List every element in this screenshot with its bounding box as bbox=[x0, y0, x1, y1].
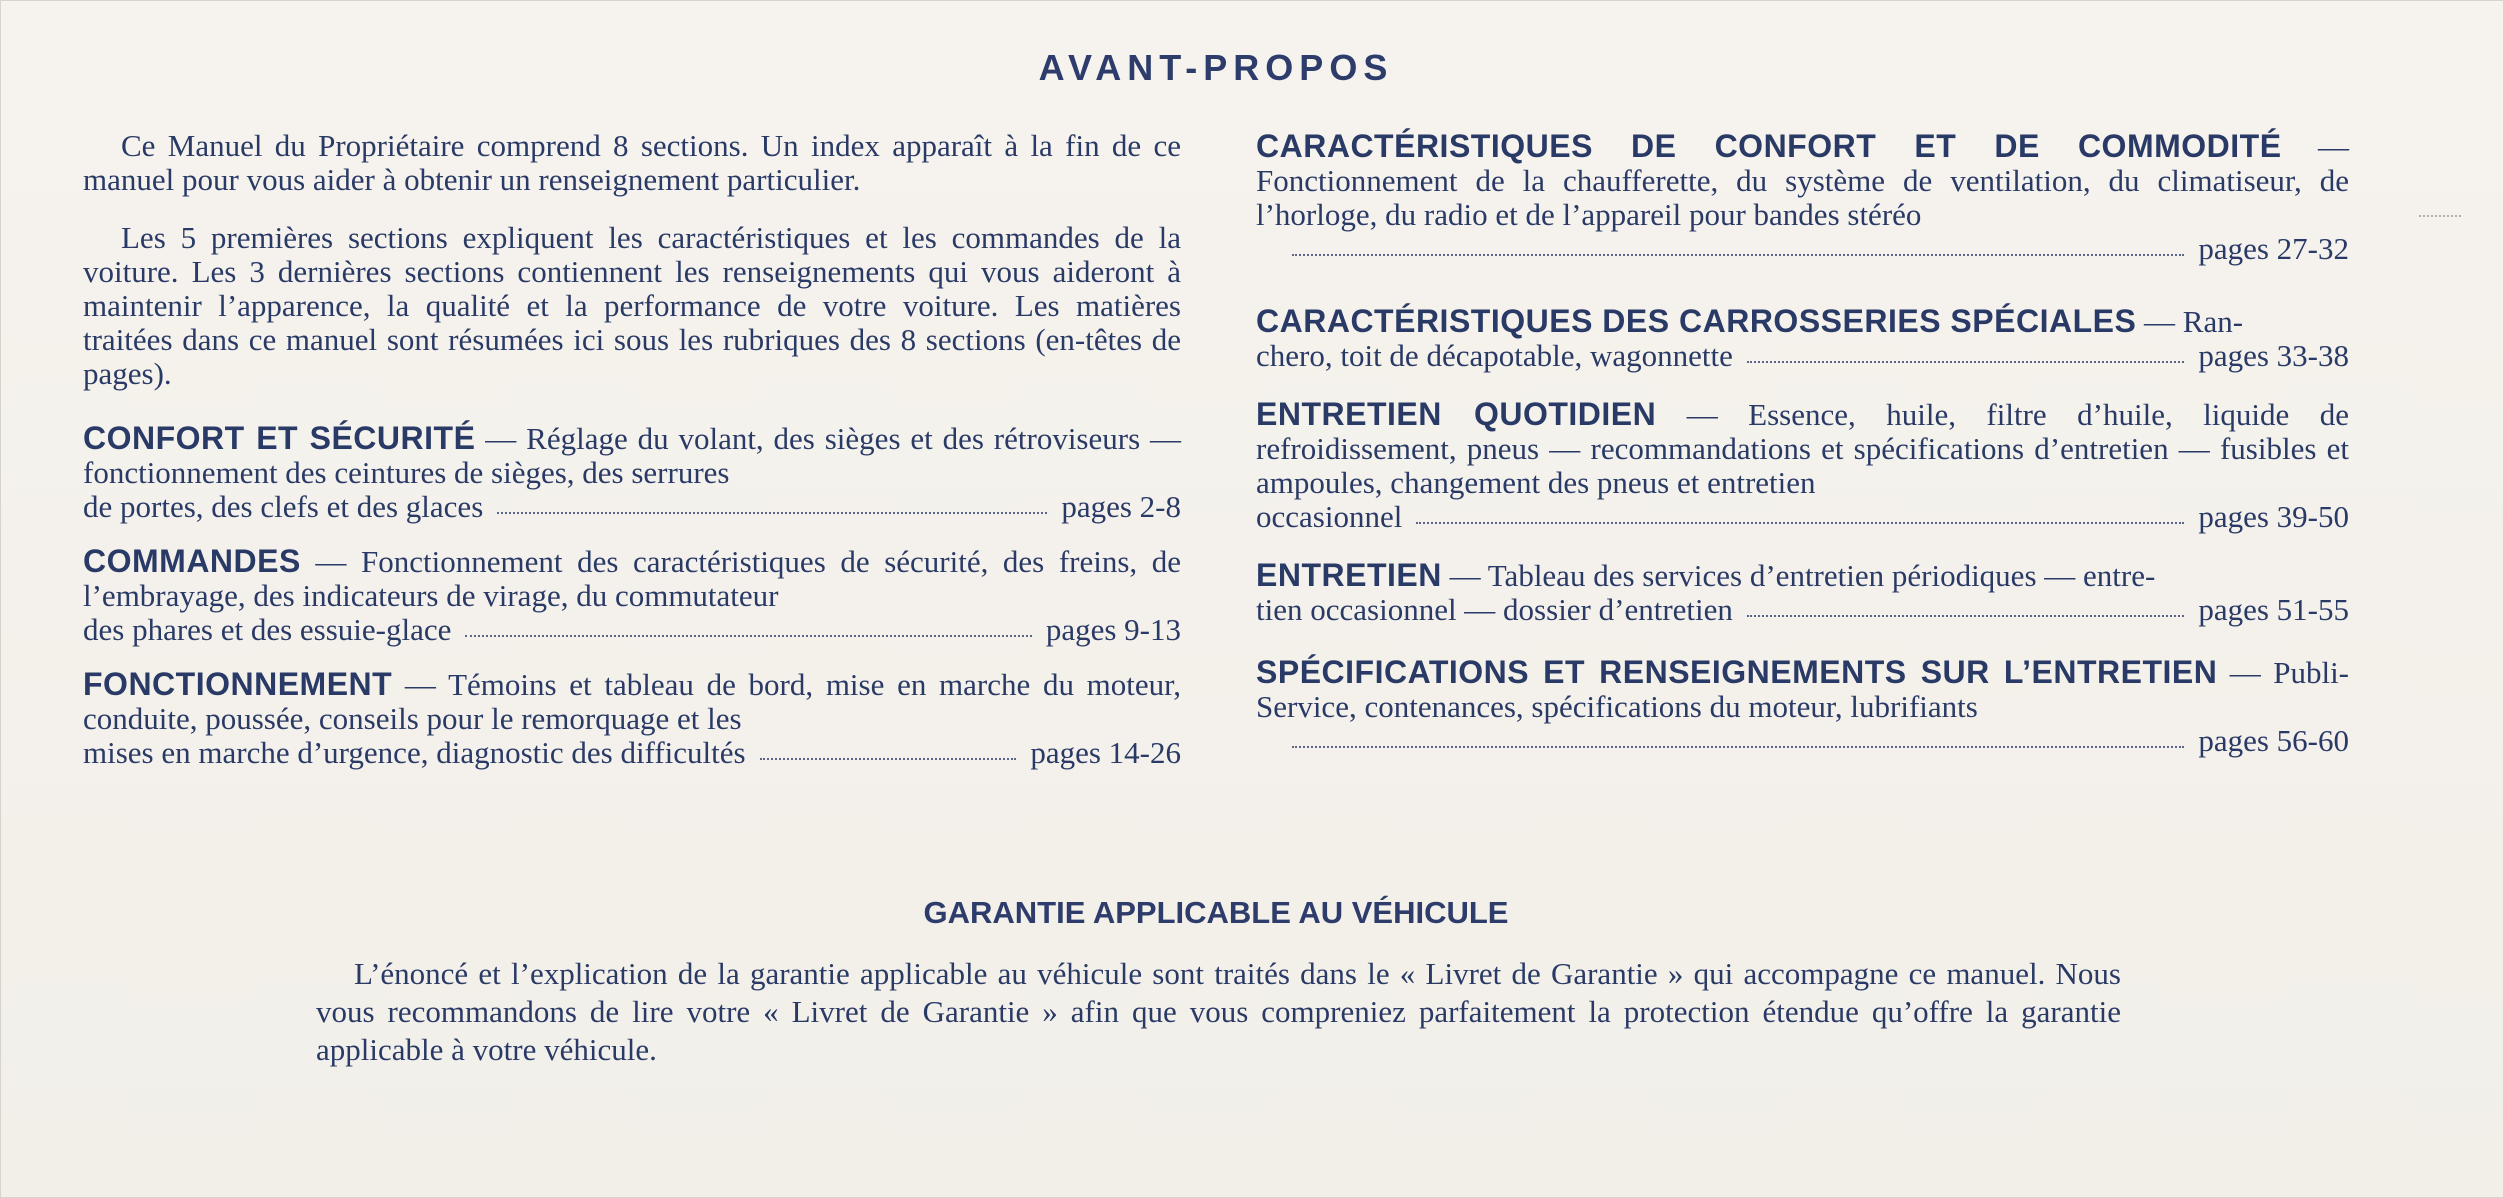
section-entry-commandes bbox=[83, 544, 1181, 647]
dot-leader bbox=[497, 506, 1047, 514]
section-heading: COMMANDES bbox=[83, 543, 301, 579]
page-reference-row bbox=[83, 490, 1181, 524]
page-reference-row bbox=[1256, 500, 2349, 534]
dot-leader bbox=[1747, 355, 2184, 363]
page-reference-row bbox=[1256, 232, 2349, 266]
section-heading: ENTRETIEN QUOTIDIEN bbox=[1256, 396, 1657, 432]
section-description: — Fonctionnement de la chaufferette, du système de ventilation, du climatiseur, de l’horloge, du radio et de l’appareil pour bandes stéréo bbox=[1256, 129, 2350, 232]
page-range: pages 51-55 bbox=[2198, 592, 2349, 627]
section-heading: CARACTÉRISTIQUES DES CARROSSERIES SPÉCIALES bbox=[1256, 303, 2137, 339]
section-description-end: tien occasionnel — dossier d’entretien bbox=[1256, 592, 1733, 627]
warranty-text bbox=[316, 955, 2121, 1069]
dot-leader bbox=[1747, 609, 2184, 617]
dot-leader bbox=[1292, 248, 2184, 256]
section-description-end: de portes, des clefs et des glaces bbox=[83, 489, 484, 524]
right-column bbox=[1256, 129, 2349, 758]
paper-mark bbox=[2419, 215, 2461, 223]
page-range: pages 2-8 bbox=[1061, 489, 1181, 524]
section-description: — Ran- bbox=[2144, 304, 2244, 339]
warranty-paragraph: L’énoncé et l’explication de la garantie applicable au véhicule sont traités dans le « Livret de Garantie » qui accompagne ce manuel. Nous vous recommandons de lire votre « Livret de Garantie » afin que vous compreniez parfaitement la protection étendue qu’offre la garantie applicable à votre véhicule. bbox=[316, 956, 2121, 1067]
section-description-end: mises en marche d’urgence, diagnostic des difficultés bbox=[83, 735, 746, 770]
dot-leader bbox=[1292, 740, 2184, 748]
page-range: pages 39-50 bbox=[2198, 499, 2349, 534]
page-range: pages 14-26 bbox=[1030, 735, 1181, 770]
section-heading: CARACTÉRISTIQUES DE CONFORT ET DE COMMODITÉ bbox=[1256, 128, 2282, 164]
section-heading: SPÉCIFICATIONS ET RENSEIGNEMENTS SUR L’ENTRETIEN bbox=[1256, 654, 2218, 690]
section-heading: FONCTIONNEMENT bbox=[83, 666, 393, 702]
page-reference-row bbox=[83, 736, 1181, 770]
dot-leader bbox=[465, 629, 1031, 637]
section-heading: ENTRETIEN bbox=[1256, 557, 1442, 593]
page-range: pages 9-13 bbox=[1045, 612, 1181, 647]
left-column bbox=[83, 129, 1181, 770]
section-entry-carrosseries-speciales bbox=[1256, 304, 2349, 373]
page-reference-row bbox=[1256, 593, 2349, 627]
page-reference-row bbox=[83, 613, 1181, 647]
warranty-heading: GARANTIE APPLICABLE AU VÉHICULE bbox=[923, 895, 1509, 930]
page-range: pages 33-38 bbox=[2198, 338, 2349, 373]
page-reference-row bbox=[1256, 339, 2349, 373]
section-entry-entretien bbox=[1256, 558, 2349, 627]
section-description: — Tableau des services d’entretien périodiques — entre- bbox=[1449, 558, 2156, 593]
section-description-end: des phares et des essuie-glace bbox=[83, 612, 452, 647]
section-entry-confort-securite bbox=[83, 421, 1181, 524]
section-description: — Essence, huile, filtre d’huile, liquide de refroidissement, pneus — recommandations et spécifications d’entretien — fusibles et ampoules, changement des pneus et entretien bbox=[1256, 397, 2349, 500]
page-reference-row bbox=[1256, 724, 2349, 758]
section-description: — Réglage du volant, des sièges et des rétroviseurs — fonctionnement des ceintures de sièges, des serrures bbox=[83, 421, 1182, 490]
section-description: — Fonctionnement des caractéristiques de sécurité, des freins, de l’embrayage, des indicateurs de virage, du commutateur bbox=[83, 544, 1182, 613]
section-description: — Publi-Service, contenances, spécifications du moteur, lubrifiants bbox=[1256, 655, 2350, 724]
intro-paragraph-1: Ce Manuel du Propriétaire comprend 8 sections. Un index apparaît à la fin de ce manuel pour vous aider à obtenir un renseignement particulier. bbox=[83, 128, 1181, 197]
intro-paragraph-2: Les 5 premières sections expliquent les caractéristiques et les commandes de la voiture. Les 3 dernières sections contiennent les renseignements qui vous aideront à maintenir l’apparence, la qualité et la performance de votre voiture. Les matières traitées dans ce manuel sont résumées ici sous les rubriques des 8 sections (en-têtes de pages). bbox=[83, 220, 1181, 391]
section-description-end: chero, toit de décapotable, wagonnette bbox=[1256, 338, 1733, 373]
section-description: — Témoins et tableau de bord, mise en marche du moteur, conduite, poussée, conseils pour le remorquage et les bbox=[83, 667, 1181, 736]
section-entry-confort-commodite bbox=[1256, 129, 2349, 266]
dot-leader bbox=[760, 752, 1017, 760]
section-entry-entretien-quotidien bbox=[1256, 397, 2349, 534]
page-range: pages 56-60 bbox=[2198, 723, 2349, 758]
section-entry-specifications bbox=[1256, 655, 2349, 758]
page-title: AVANT-PROPOS bbox=[1038, 47, 1394, 88]
section-description-end: occasionnel bbox=[1256, 499, 1403, 534]
page-range: pages 27-32 bbox=[2198, 231, 2349, 266]
section-entry-fonctionnement bbox=[83, 667, 1181, 770]
dot-leader bbox=[1416, 516, 2184, 524]
section-heading: CONFORT ET SÉCURITÉ bbox=[83, 420, 476, 456]
